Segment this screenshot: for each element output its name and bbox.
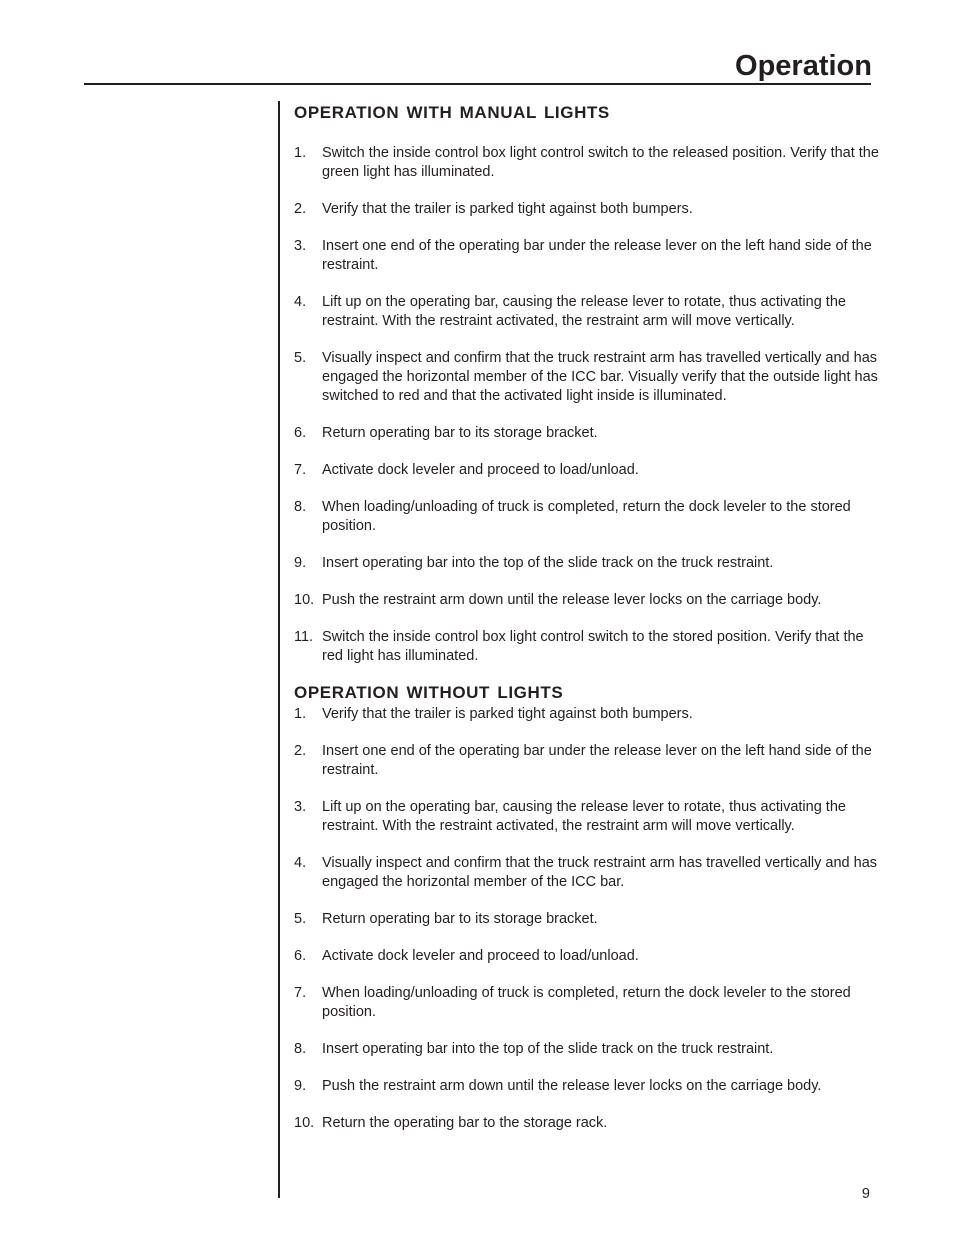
step-number: 5. xyxy=(294,350,307,366)
step-text: Insert operating bar into the top of the slide track on the truck restraint. xyxy=(322,555,774,571)
step-text: Return operating bar to its storage bracket. xyxy=(322,911,598,927)
step-number: 2. xyxy=(294,743,307,759)
step-item xyxy=(294,293,880,331)
step-number: 6. xyxy=(294,948,307,964)
step-item xyxy=(294,910,880,929)
step-text: Visually inspect and confirm that the truck restraint arm has travelled vertically and has engaged the horizontal member of the ICC bar. xyxy=(322,855,878,890)
step-text: Insert one end of the operating bar under the release lever on the left hand side of the restraint. xyxy=(322,743,872,778)
title-rule xyxy=(84,83,871,85)
step-item xyxy=(294,854,880,892)
step-number: 1. xyxy=(294,706,307,722)
step-item xyxy=(294,798,880,836)
step-number: 10. xyxy=(294,592,315,608)
step-text: Verify that the trailer is parked tight against both bumpers. xyxy=(322,706,693,722)
step-number: 5. xyxy=(294,911,307,927)
step-item xyxy=(294,554,880,573)
step-item xyxy=(294,461,880,480)
step-text: Return the operating bar to the storage rack. xyxy=(322,1115,608,1131)
step-item xyxy=(294,144,880,182)
step-number: 2. xyxy=(294,201,307,217)
step-item xyxy=(294,498,880,536)
step-number: 6. xyxy=(294,425,307,441)
step-number: 9. xyxy=(294,555,307,571)
step-text: Push the restraint arm down until the release lever locks on the carriage body. xyxy=(322,592,822,608)
step-text: Verify that the trailer is parked tight against both bumpers. xyxy=(322,201,693,217)
step-number: 4. xyxy=(294,294,307,310)
section-heading: OPERATION WITHOUT LIGHTS xyxy=(294,683,564,702)
step-number: 4. xyxy=(294,855,307,871)
step-number: 3. xyxy=(294,799,307,815)
steps-list xyxy=(294,144,880,666)
step-number: 11. xyxy=(294,629,314,645)
step-number: 8. xyxy=(294,1041,307,1057)
content-column xyxy=(294,103,880,1133)
step-text: Visually inspect and confirm that the truck restraint arm has travelled vertically and has engaged the horizontal member of the ICC bar. Visually verify that the outside light has switched to red and that the activated light inside is illuminated. xyxy=(322,350,878,404)
step-text: Activate dock leveler and proceed to load/unload. xyxy=(322,948,639,964)
step-text: Lift up on the operating bar, causing the release lever to rotate, thus activating the restraint. With the restraint activated, the restraint arm will move vertically. xyxy=(322,799,846,834)
step-item xyxy=(294,705,880,724)
section-heading: OPERATION WITH MANUAL LIGHTS xyxy=(294,103,610,122)
step-text: Switch the inside control box light control switch to the released position. Verify that the green light has illuminated. xyxy=(322,145,879,180)
step-number: 9. xyxy=(294,1078,307,1094)
step-text: Push the restraint arm down until the release lever locks on the carriage body. xyxy=(322,1078,822,1094)
step-text: Insert one end of the operating bar under the release lever on the left hand side of the restraint. xyxy=(322,238,872,273)
step-item xyxy=(294,947,880,966)
step-number: 7. xyxy=(294,462,307,478)
step-item xyxy=(294,1077,880,1096)
step-text: Return operating bar to its storage bracket. xyxy=(322,425,598,441)
page-title: Operation xyxy=(735,50,872,82)
step-text: Switch the inside control box light control switch to the stored position. Verify that the red light has illuminated. xyxy=(322,629,864,664)
step-item xyxy=(294,237,880,275)
step-text: Activate dock leveler and proceed to load/unload. xyxy=(322,462,639,478)
margin-rule xyxy=(278,101,280,1198)
step-item xyxy=(294,200,880,219)
step-text: When loading/unloading of truck is completed, return the dock leveler to the stored position. xyxy=(322,499,851,534)
steps-list xyxy=(294,705,880,1133)
page-number: 9 xyxy=(861,1186,870,1202)
step-text: When loading/unloading of truck is completed, return the dock leveler to the stored position. xyxy=(322,985,851,1020)
step-item xyxy=(294,628,880,666)
step-number: 10. xyxy=(294,1115,315,1131)
step-item xyxy=(294,424,880,443)
step-item xyxy=(294,1114,880,1133)
step-item xyxy=(294,349,880,406)
step-number: 1. xyxy=(294,145,307,161)
step-text: Insert operating bar into the top of the slide track on the truck restraint. xyxy=(322,1041,774,1057)
step-item xyxy=(294,591,880,610)
step-number: 7. xyxy=(294,985,307,1001)
step-item xyxy=(294,1040,880,1059)
section-without-lights xyxy=(294,683,880,1133)
section-manual-lights xyxy=(294,103,880,666)
step-number: 3. xyxy=(294,238,307,254)
step-number: 8. xyxy=(294,499,307,515)
step-item xyxy=(294,742,880,780)
step-text: Lift up on the operating bar, causing the release lever to rotate, thus activating the restraint. With the restraint activated, the restraint arm will move vertically. xyxy=(322,294,846,329)
step-item xyxy=(294,984,880,1022)
